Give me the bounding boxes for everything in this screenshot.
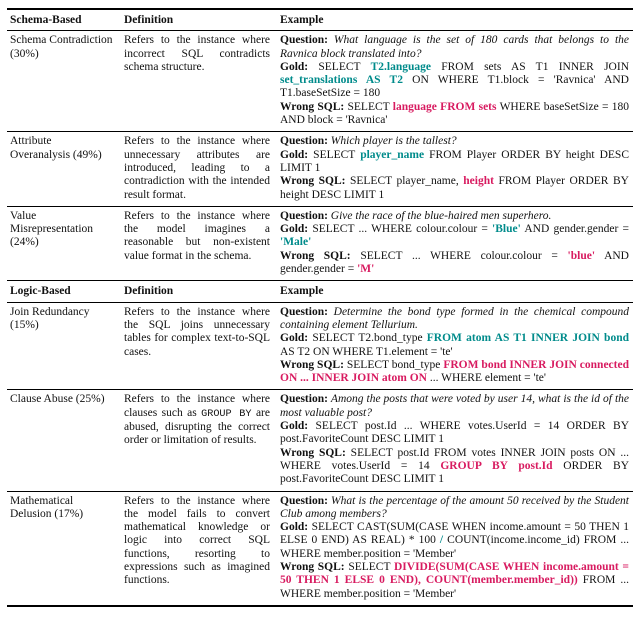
text-segment: FROM atom AS T1 INNER JOIN bond (426, 332, 629, 345)
example-cell (277, 302, 633, 390)
column-header-schema-based: Schema-Based (7, 9, 121, 31)
rich-paragraph (280, 34, 629, 61)
rich-paragraph (124, 210, 270, 263)
paper-page (0, 8, 640, 628)
text-segment: SELECT (347, 100, 393, 113)
text-segment: Which player is the tallest? (330, 135, 457, 148)
text-segment: Gold: (280, 148, 314, 161)
text-segment: Wrong SQL: (280, 358, 347, 371)
text-segment: 'Male' (280, 236, 312, 249)
category-cell: Attribute Overanalysis (49%) (7, 132, 121, 206)
text-segment: Question: (280, 135, 331, 148)
text-segment: SELECT post.Id ... WHERE votes.UserId = 14 ORDER BY post.FavoriteCount DESC LIMIT 1 (280, 420, 629, 446)
column-header-definition: Definition (121, 9, 277, 31)
text-segment: Question: (280, 393, 331, 406)
text-segment: Wrong SQL: (280, 249, 361, 262)
error-taxonomy-table (7, 8, 633, 607)
rich-paragraph (280, 135, 629, 148)
definition-cell (121, 206, 277, 280)
rich-paragraph (280, 521, 629, 561)
definition-cell (121, 31, 277, 132)
text-segment: Refers to the instance where the SQL joins unnecessary tables for complex text-to-SQL cases. (124, 305, 270, 358)
column-header-definition: Definition (121, 281, 277, 302)
text-segment: SELECT CAST(SUM(CASE WHEN income.amount = 50 THEN 1 ELSE 0 END) AS REAL) * 100 (280, 521, 629, 547)
rich-paragraph (280, 101, 629, 128)
text-segment: Refers to the instance where unnecessary attributes are introduced, leading to a contradiction with the intended result format. (124, 135, 270, 201)
rich-paragraph (280, 223, 629, 250)
category-cell: Mathematical Delusion (17%) (10, 494, 84, 520)
text-segment: Question: (280, 34, 334, 47)
table-row-schema-contradiction (7, 31, 633, 132)
rich-paragraph (280, 149, 629, 176)
example-cell (277, 132, 633, 206)
column-header-logic-based: Logic-Based (7, 281, 121, 302)
text-segment: ON WHERE T1.block = 'Ravnica' AND T1.baseSetSize = 180 (280, 74, 629, 100)
example-cell (277, 491, 633, 606)
rich-paragraph (280, 175, 629, 202)
table-row-mathematical-delusion (7, 491, 633, 606)
rich-paragraph (280, 447, 629, 487)
text-segment: Determine the bond type formed in the chemical compound containing element Tellurium. (280, 305, 630, 331)
text-segment: player_name (360, 148, 425, 161)
text-segment: Gold: (280, 60, 319, 73)
definition-cell (121, 132, 277, 206)
text-segment: Wrong SQL: (280, 446, 351, 459)
text-segment: WHERE baseSetSize = 180 AND block = 'Ravnica' (280, 100, 629, 127)
definition-cell (121, 390, 277, 491)
text-segment: Among the posts that were voted by user 14, what is the id of the most valuable post? (280, 393, 629, 419)
text-segment: AND gender.gender = (520, 223, 629, 236)
text-segment: GROUP BY post.Id (440, 459, 553, 472)
text-segment: ... WHERE element = 'te' (426, 372, 546, 385)
table-row-clause-abuse (7, 390, 633, 491)
text-segment: Refers to the instance where incorrect SQL contradicts schema structure. (124, 34, 270, 73)
text-segment: AND gender.gender = (280, 249, 629, 276)
rich-paragraph (280, 359, 629, 386)
text-segment: T2.language (370, 60, 431, 73)
rich-paragraph (280, 420, 629, 447)
text-segment: FROM bond INNER JOIN connected ON ... INNER JOIN atom ON (280, 358, 629, 385)
table-row-join-redundancy (7, 302, 633, 390)
category-cell: Clause Abuse (25%) (7, 390, 121, 491)
text-segment: SELECT bond_type (346, 358, 444, 371)
text-segment: Wrong SQL: (280, 175, 350, 188)
section-header-row-logic (7, 281, 633, 302)
rich-paragraph (280, 250, 629, 277)
text-segment: What language is the set of 180 cards that belongs to the Ravnica block translated into? (280, 34, 629, 60)
text-segment: 'Blue' (492, 223, 521, 236)
column-header-example: Example (277, 281, 633, 302)
text-segment: height (463, 175, 494, 188)
text-segment: Gold: (280, 420, 316, 433)
text-segment: FROM sets AS T1 INNER JOIN (430, 60, 630, 73)
text-segment: Gold: (280, 521, 312, 534)
text-segment: Refers to the instance where the model imagines a reasonable but non-existent value format in the schema. (124, 209, 270, 262)
category-cell: Value Misrepresentation (24%) (7, 206, 121, 280)
text-segment: SELECT (318, 60, 371, 73)
text-segment: SELECT T2.bond_type (312, 332, 427, 345)
rich-paragraph (280, 495, 629, 522)
text-segment: What is the percentage of the amount 50 received by the Student Club among members? (280, 494, 629, 520)
rich-paragraph (280, 332, 629, 359)
section-header-row-schema (7, 9, 633, 31)
text-segment: DIVIDE(SUM(CASE WHEN income.amount = 50 THEN 1 ELSE 0 END), COUNT(member.member_id)) (280, 560, 629, 587)
text-segment: language FROM sets (392, 100, 497, 113)
text-segment: Question: (280, 494, 332, 507)
text-segment: FROM Player ORDER BY height DESC LIMIT 1 (280, 148, 629, 174)
rich-paragraph (124, 135, 270, 201)
rich-paragraph (280, 210, 629, 223)
rich-paragraph (280, 561, 629, 601)
rich-paragraph (124, 393, 270, 447)
text-segment: Refers to the instance where clauses such as (124, 393, 270, 419)
text-segment: SELECT ... WHERE colour.colour = (360, 249, 568, 262)
category-cell: Join Redundancy (15%) (7, 302, 121, 390)
text-segment: Wrong SQL: (280, 560, 349, 573)
column-header-example: Example (277, 9, 633, 31)
text-segment: ORDER BY post.FavoriteCount DESC LIMIT 1 (280, 459, 630, 486)
example-cell (277, 31, 633, 132)
text-segment: 'blue' (567, 249, 596, 262)
rich-paragraph (124, 34, 270, 74)
table-row-value-misrepresentation (7, 206, 633, 280)
text-segment: FROM ... WHERE member.position = 'Member' (280, 574, 629, 600)
rich-paragraph (124, 306, 270, 359)
text-segment: COUNT(income.income_id) FROM ... WHERE member.position = 'Member' (280, 534, 629, 560)
text-segment: SELECT ... WHERE colour.colour = (312, 223, 493, 236)
text-segment: FROM Player ORDER BY height DESC LIMIT 1 (280, 175, 629, 201)
text-segment: GROUP BY (201, 408, 252, 420)
text-segment: SELECT player_name, (349, 175, 464, 188)
rich-paragraph (124, 495, 270, 588)
example-cell (277, 390, 633, 491)
text-segment: Question: (280, 305, 334, 318)
example-cell (277, 206, 633, 280)
rich-paragraph (280, 306, 629, 333)
text-segment: / (439, 534, 444, 547)
definition-cell (121, 491, 277, 606)
text-segment: SELECT (348, 560, 394, 573)
definition-cell (121, 302, 277, 390)
text-segment: SELECT post.Id FROM votes INNER JOIN posts ON ... WHERE votes.UserId = 14 (280, 446, 629, 472)
text-segment: SELECT (313, 148, 361, 161)
category-cell: Schema Contradiction (30%) (7, 31, 121, 132)
text-segment: set_translations AS T2 (280, 74, 403, 87)
text-segment: Question: (280, 209, 331, 222)
text-segment: Refers to the instance where the model fails to convert mathematical knowledge or logic into correct SQL functions, resorting to expressions such as imagined functions. (124, 494, 270, 587)
text-segment: Wrong SQL: (280, 100, 348, 113)
text-segment: Gold: (280, 223, 313, 236)
rich-paragraph (280, 61, 629, 101)
text-segment: are abused, disrupting the correct order or limitation of results. (124, 406, 270, 447)
text-segment: AS T2 ON WHERE T1.element = 'te' (280, 345, 453, 358)
text-segment: Give the race of the blue-haired men superhero. (330, 209, 552, 222)
text-segment: 'M' (357, 263, 375, 276)
table-row-attribute-overanalysis (7, 132, 633, 206)
text-segment: Gold: (280, 332, 313, 345)
rich-paragraph (280, 393, 629, 420)
